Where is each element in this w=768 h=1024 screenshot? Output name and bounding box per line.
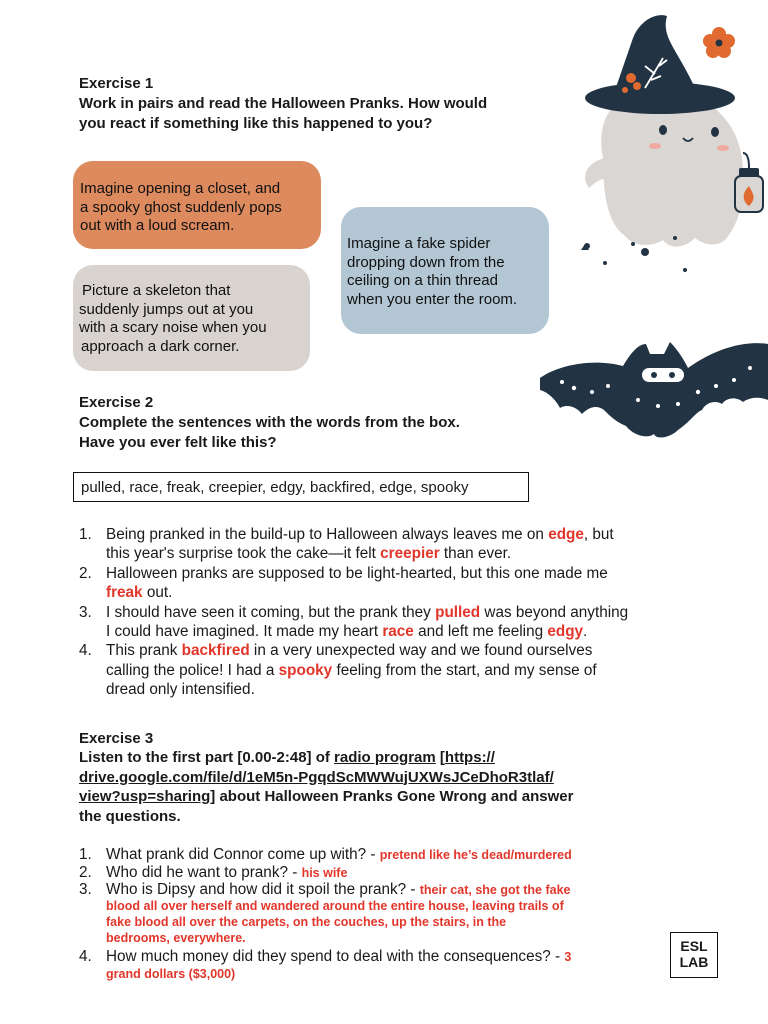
question-text: Who is Dipsy and how did it spoil the prank? - [106,881,420,898]
answer-word: edge [548,526,584,543]
sentence-text: This prank [106,642,182,660]
sentence-text: I should have seen it coming, but the prank they [106,603,436,621]
esl-lab-logo [670,932,718,978]
answer-text: grand dollars ($3,000) [106,967,236,981]
exercise1-instruction [79,94,569,133]
answer-word: race [382,623,414,641]
item-number: 1. [79,526,92,543]
answer-text: their cat, she got the fake [419,883,571,897]
bat-illustration [538,330,768,442]
card-line: suddenly jumps out at you [79,300,254,318]
sentence-list [79,525,699,700]
word-box: pulled, race, freak, creepier, edgy, backfired, edge, spooky [73,472,529,502]
answer-word: spooky [278,661,333,679]
instruction-text: the questions. [79,807,181,825]
answer-text: fake blood all over the carpets, on the couches, up the stairs, in the [106,915,507,929]
prank-card-closet [73,161,321,249]
prank-card-skeleton [73,265,310,371]
card-line: out with a loud scream. [80,217,235,234]
item-number: 3. [79,881,92,898]
exercise2-instruction [79,413,559,452]
item-number: 4. [79,948,92,965]
sentence-text: was beyond anything [480,603,629,621]
exercise2-instruction-line2: Have you ever felt like this? [79,433,277,451]
item-number: 2. [79,864,92,881]
exercise1-instruction-line1: Work in pairs and read the Halloween Pranks. How would [79,95,488,112]
card-line: approach a dark corner. [81,337,240,355]
answer-word: creepier [380,545,440,563]
drive-url-link[interactable]: https:// [444,749,495,766]
logo-line: ESL [680,938,708,954]
card-line: dropping down from the [347,253,505,271]
card-line: Imagine opening a closet, and [80,180,281,197]
question-item [79,948,639,982]
card-line: ceiling on a thin thread [347,272,498,289]
answer-word: backfired [181,642,250,660]
sentence-text: and left me feeling [413,623,548,641]
question-item [79,881,639,946]
question-text: What prank did Connor come up with? - [106,846,380,863]
answer-word: pulled [435,603,481,621]
card-line: Picture a skeleton that [82,282,231,299]
exercise2-title: Exercise 2 [79,394,154,411]
question-item [79,845,639,864]
question-text: Who did he want to prank? - [106,864,302,881]
item-number: 4. [79,642,92,660]
card-line: a spooky ghost suddenly pops [80,198,282,216]
drive-url-link[interactable]: drive.google.com/file/d/1eM5n-PgqdScMWWujUXWsJCeDhoR3tlaf/ [79,768,554,786]
sentence-text: this year's surprise took the cake—it felt [106,545,381,563]
sentence-text: out. [142,584,173,602]
sentence-text: feeling from the start, and my sense of [332,661,597,679]
answer-word: edgy [547,623,584,641]
sentence-text: calling the police! I had a [106,661,279,679]
instruction-text: ] about Halloween Pranks Gone Wrong and answer [210,788,574,805]
question-item [79,864,639,881]
sentence-item [79,525,699,564]
answer-text: 3 [564,950,572,964]
ghost-witch-illustration [575,8,768,283]
exercise3-instruction [79,748,659,826]
sentence-text: Being pranked in the build-up to Halloween always leaves me on [106,526,549,543]
item-number: 2. [79,564,92,582]
sentence-text: dread only intensified. [106,681,255,699]
item-number: 3. [79,603,92,621]
instruction-text: Listen to the first part [0.00-2:48] of [79,749,335,766]
drive-url-link[interactable]: view?usp=sharing [79,788,211,805]
logo-line: LAB [679,954,709,970]
answer-text: blood all over herself and wandered around the entire house, leaving trails of [106,899,564,913]
sentence-text: Halloween pranks are supposed to be light-hearted, but this one made me [106,564,608,582]
exercise1-instruction-line2: you react if something like this happened to you? [79,114,433,132]
sentence-text: in a very unexpected way and we found ourselves [249,642,593,660]
sentence-item [79,641,699,699]
card-line: with a scary noise when you [79,319,267,336]
answer-text: pretend like he’s dead/murdered [379,848,572,862]
instruction-text: [ [435,749,445,766]
question-text: How much money did they spend to deal with the consequences? - [106,948,565,965]
answer-text: bedrooms, everywhere. [106,931,246,945]
sentence-text: , but [583,526,614,543]
radio-program-link[interactable]: radio program [334,749,436,766]
card-line: Imagine a fake spider [347,235,491,252]
sentence-text: I could have imagined. It made my heart [106,623,383,641]
exercise1-title: Exercise 1 [79,75,154,92]
card-line: when you enter the room. [347,290,518,308]
sentence-item [79,603,699,642]
answer-text: his wife [301,866,348,880]
exercise2-instruction-line1: Complete the sentences with the words from the box. [79,414,460,431]
prank-card-spider [341,207,549,334]
sentence-text: than ever. [439,545,512,563]
sentence-text: . [583,623,588,641]
item-number: 1. [79,846,92,863]
question-list [79,845,639,982]
exercise3-title: Exercise 3 [79,730,154,747]
answer-word: freak [106,584,143,602]
sentence-item [79,564,699,603]
